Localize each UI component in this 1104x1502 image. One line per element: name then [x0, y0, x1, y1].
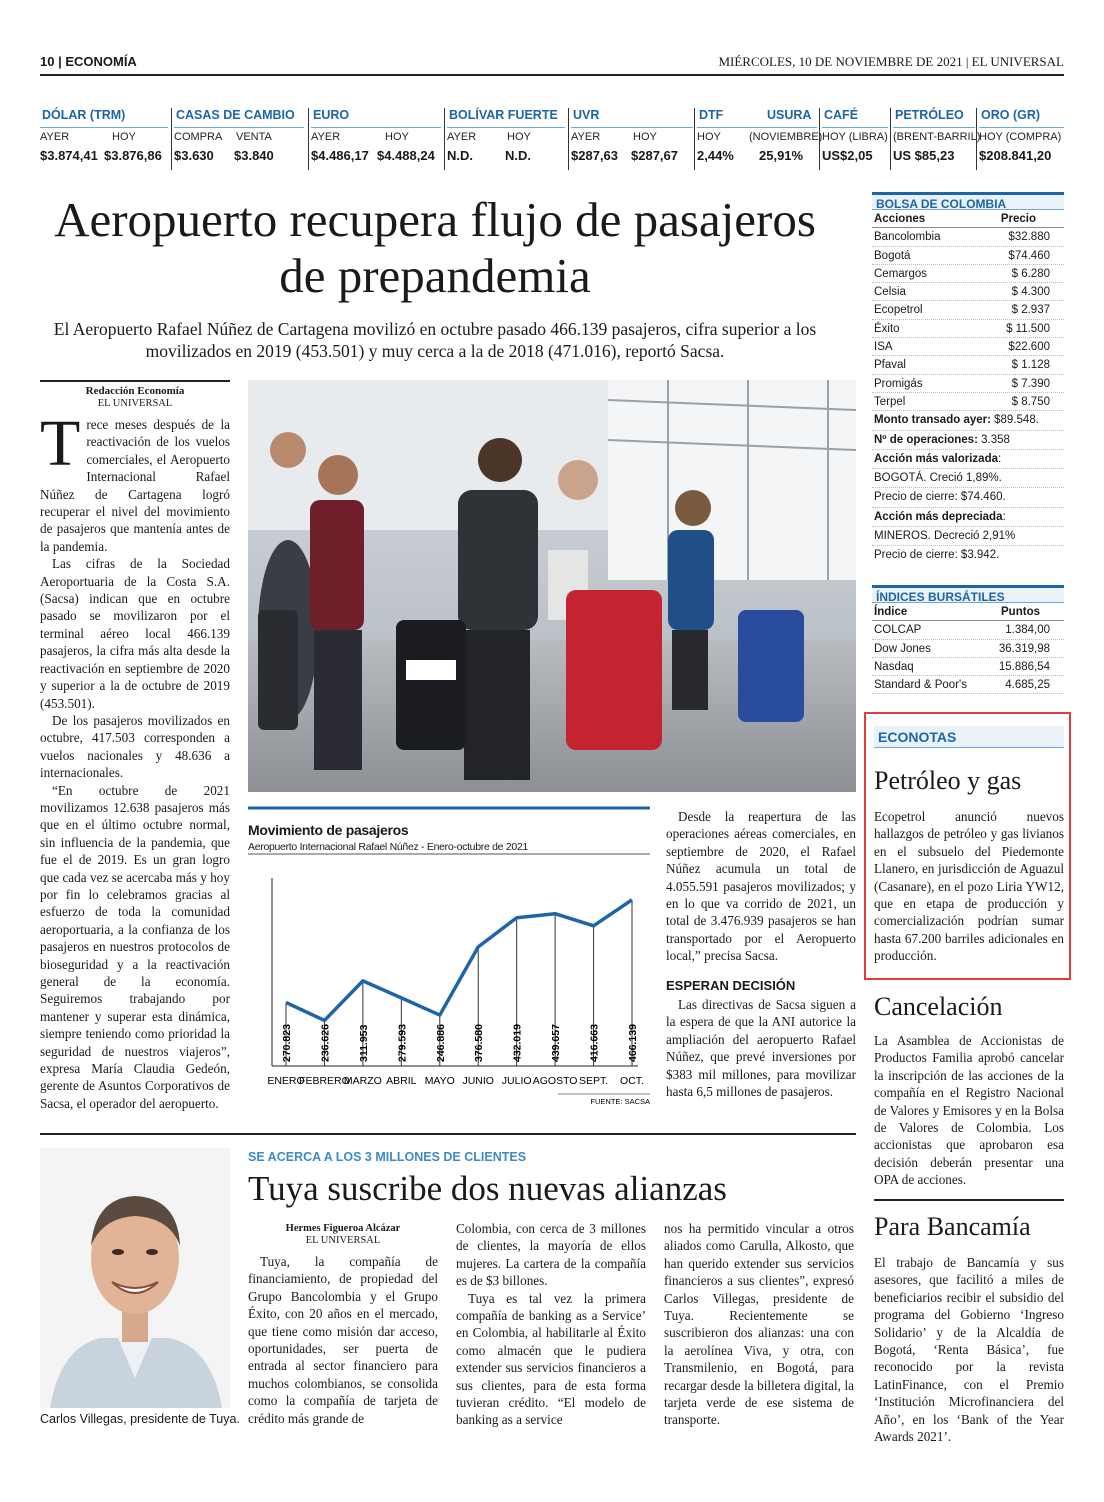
ticker-item: [745, 108, 823, 170]
ticker-sub: COMPRA: [174, 131, 223, 143]
data-label: 376.580: [473, 1024, 486, 1062]
x-tick-label: FEBRERO: [299, 1075, 350, 1087]
ticker-value: $3.876,86: [104, 148, 162, 163]
ticker-item: [40, 108, 168, 170]
stock-name: Bancolombia: [874, 231, 941, 244]
operaciones: [872, 431, 1064, 450]
article-paragraph: Tuya, la compañía de financiamiento, de propiedad del Grupo Bancolombia y el Grupo Éxito, con 20 años en el mercado, que tiene como misión dar acceso, oportunidades, ser puerta de entrada al sector financiero para muchos colombianos, se consolida como la compañía de tarjeta de crédito más grande de: [248, 1254, 438, 1426]
data-label: 236.626: [319, 1024, 332, 1062]
chart-source: FUENTE: SACSA: [590, 1097, 650, 1106]
x-tick-label: SEPT.: [578, 1075, 609, 1087]
ticker-sub: AYER: [311, 131, 341, 143]
ticker-sub: HOY: [112, 131, 136, 143]
table-row: [872, 338, 1064, 356]
mas-valorizada-line: Precio de cierre: $74.460.: [872, 488, 1064, 507]
ticker-sub: HOY (COMPRA): [979, 131, 1062, 143]
page-title: Aeropuerto recupera flujo de pasajeros de prepandemia: [54, 192, 816, 303]
chart-title: Movimiento de pasajeros: [248, 822, 409, 838]
box-title: ÍNDICES BURSÁTILES: [872, 585, 1064, 603]
ticker-item: [697, 108, 745, 170]
ticker-name: DÓLAR (TRM): [40, 108, 168, 128]
article-paragraph: “En octubre de 2021 movilizamos 12.638 pasajeros más que en el último octubre normal, sin influencia de la pandemia, que fue el de 2019. Es un gran logro que cada vez se acercaba más y hoy por fin lo celebramos gracias al esfuerzo de toda la comunidad aeroportuaria, a la confianza de los pasajeros en nuestros protocolos de bioseguridad y a la reactivación general de la economía. Seguiremos trabajando por mantener y superar esta dinámica, siempre teniendo como prioridad la seguridad de nuestros viajeros”, expresa María Claudia Gedeón, gerente de Asuntos Corporativos de Sacsa, el operador del aeropuerto.: [40, 782, 230, 1111]
table-row: [872, 621, 1064, 639]
article-paragraph: De los pasajeros movilizados en octubre, 417.503 corresponden a vuelos nacionales y 48.636 a internacionales.: [40, 712, 230, 781]
index-value: 4.685,25: [1005, 679, 1050, 692]
article-column: [666, 996, 856, 1100]
econotas-header: [874, 726, 1064, 748]
header-rule: [40, 74, 1064, 76]
x-tick-label: AGOSTO: [532, 1075, 578, 1087]
x-tick-label: MAYO: [424, 1075, 455, 1087]
data-label: 279.593: [396, 1024, 409, 1062]
byline-outlet: EL UNIVERSAL: [97, 398, 173, 409]
ticker-item: [571, 108, 693, 170]
airport-passengers-photo: [248, 380, 856, 792]
ticker-item: [822, 108, 888, 170]
byline-name: Redacción Economía: [85, 385, 185, 397]
ticker-value: $3.840: [234, 148, 274, 163]
note-value: 3.358: [981, 433, 1010, 446]
stock-name: Cemargos: [874, 267, 928, 280]
stock-name: Ecopetrol: [874, 304, 923, 317]
index-value: 1.384,00: [1005, 624, 1050, 637]
portrait-photo: [40, 1148, 230, 1408]
stock-price: $ 2.937: [1011, 304, 1050, 317]
mas-valorizada-line: BOGOTÁ. Creció 1,89%.: [872, 469, 1064, 488]
mas-depreciada-label: Acción más depreciada:: [872, 508, 1064, 527]
data-label: 246.886: [434, 1024, 447, 1062]
x-tick-label: ENERO: [267, 1075, 305, 1087]
mas-depreciada-line: Precio de cierre: $3.942.: [874, 549, 1000, 562]
series-line: [286, 900, 632, 1021]
ticker-item: [174, 108, 304, 170]
article-paragraph: Desde la reapertura de las operaciones aéreas comerciales, en septiembre de 2020, el Rafael Núñez acumula un total de 4.055.591 pasajeros movilizados; y en lo que va corrido de 2021, un total de 3.476.939 pasajeros se han transportado por el Aeropuerto local,” precisa Sacsa.: [666, 809, 856, 964]
stock-name: Éxito: [874, 322, 900, 335]
data-label: 270.823: [281, 1024, 293, 1062]
note-title: Para Bancamía: [874, 1212, 1031, 1241]
ticker-value: US $85,23: [893, 148, 955, 163]
stock-price: $74.460: [1008, 249, 1050, 262]
ticker-sub: HOY (LIBRA): [822, 131, 888, 143]
table-header: [872, 210, 1064, 228]
ticker-name: USURA: [745, 108, 817, 128]
ticker-value: 25,91%: [759, 148, 804, 163]
ticker-value: US$2,05: [822, 148, 873, 163]
table-row: [872, 393, 1064, 411]
article-paragraph: nos ha permitido vincular a otros aliados como Carulla, Alkosto, que han querido extender sus servicios financieros a sus clientes”, expresó Carlos Villegas, presidente de Tuya. Recientemente se suscribieron dos alianzas: una con la aerolínea Viva, y otra, con Transmilenio, en Bogotá, para recargar desde la billetera digital, la tarjeta verde de ese sistema de transporte.: [664, 1221, 854, 1428]
data-label: 432.019: [511, 1024, 524, 1062]
ticker-sub: AYER: [447, 131, 477, 143]
note-label: Nº de operaciones:: [874, 433, 978, 446]
ticker-value: $4.488,24: [377, 148, 435, 163]
ticker-sub: HOY: [697, 131, 721, 143]
stock-price: $ 11.500: [1006, 322, 1050, 335]
table-row: [872, 228, 1064, 246]
table-row: [872, 283, 1064, 301]
column-header: Puntos: [1001, 606, 1040, 618]
index-value: 15.886,54: [998, 660, 1050, 673]
data-label: 466.139: [627, 1024, 639, 1062]
column-header: Acciones: [874, 213, 926, 225]
column-rule: [40, 380, 230, 382]
ticker-value: $3.630: [174, 148, 214, 163]
drop-cap: T: [40, 407, 81, 480]
stock-name: Pfaval: [874, 359, 906, 372]
x-tick-label: MARZO: [343, 1075, 382, 1087]
ticker-sub: HOY: [507, 131, 531, 143]
market-ticker: [40, 108, 1064, 170]
box-title: BOLSA DE COLOMBIA: [872, 192, 1064, 210]
note-title: Petróleo y gas: [874, 766, 1022, 795]
ticker-name: CASAS DE CAMBIO: [174, 108, 304, 128]
byline-outlet: EL UNIVERSAL: [305, 1235, 381, 1246]
ticker-name: EURO: [311, 108, 441, 128]
note-label: Monto transado ayer:: [874, 414, 991, 427]
stock-name: ISA: [874, 341, 893, 354]
ticker-sub: (NOVIEMBRE): [749, 131, 823, 143]
stock-name: Bogotá: [874, 249, 911, 262]
stock-price: $ 1.128: [1011, 359, 1050, 372]
article-byline: [248, 1223, 438, 1247]
stock-market-box: [872, 192, 1064, 565]
table-header: [872, 603, 1064, 621]
ticker-sub: (BRENT-BARRIL): [893, 131, 981, 143]
table-row: [872, 658, 1064, 676]
page-section-label: 10 | ECONOMÍA: [40, 54, 137, 69]
ticker-item: [893, 108, 981, 170]
index-value: 36.319,98: [998, 642, 1050, 655]
x-tick-label: JUNIO: [462, 1075, 494, 1087]
x-tick-label: OCT.: [620, 1075, 644, 1087]
stock-price: $22.600: [1008, 341, 1050, 354]
article-column: [40, 407, 230, 1112]
ticker-value: N.D.: [447, 148, 473, 163]
note-body: Ecopetrol anunció nuevos hallazgos de petróleo y gas livianos en el subsuelo del Piedemonte Llanero, en jurisdicción de Aguazul (Casanare), en el pozo Liria YW12, que en etapa de producción y comercialización podrían sumar hasta 67.200 barriles adicionales en producción.: [874, 809, 1064, 964]
article-title: Tuya suscribe dos nuevas alianzas: [248, 1169, 727, 1208]
article-paragraph: Las cifras de la Sociedad Aeroportuaria de la Costa S.A. (Sacsa) indican que en octubre pasado se movilizaron por el terminal aéreo local 466.139 pasajeros, la cifra más alta desde la reactivación en septiembre de 2020 y superior a la de octubre de 2019 (453.501).: [40, 556, 230, 711]
data-label: 439.657: [550, 1024, 563, 1062]
ticker-item: [979, 108, 1064, 170]
ticker-name: BOLÍVAR FUERTE: [447, 108, 565, 128]
ticker-name: ORO (GR): [979, 108, 1064, 128]
note-rule: [874, 1199, 1064, 1201]
mas-depreciada-line: MINEROS. Decreció 2,91%: [872, 527, 1064, 546]
index-name: Nasdaq: [874, 660, 914, 673]
data-label: 311.953: [357, 1024, 370, 1062]
ticker-item: [311, 108, 441, 170]
note-value: $89.548.: [994, 414, 1039, 427]
stock-price: $32.880: [1008, 231, 1050, 244]
chart-subtitle: Aeropuerto Internacional Rafael Núñez - Enero-octubre de 2021: [248, 841, 528, 853]
monto-transado: [872, 411, 1064, 430]
ticker-sub: VENTA: [236, 131, 272, 143]
article-column: [456, 1220, 646, 1429]
section-rule: [40, 1133, 856, 1135]
stock-price: $ 4.300: [1011, 286, 1050, 299]
note-label: Acción más depreciada: [874, 510, 1003, 523]
article-paragraph: [40, 407, 230, 555]
box-title: ECONOTAS: [874, 726, 1064, 748]
stock-name: Celsia: [874, 286, 906, 299]
article-column: [666, 808, 856, 965]
ticker-value: $4.486,17: [311, 148, 369, 163]
index-name: Standard & Poor's: [874, 679, 967, 692]
table-row: [872, 640, 1064, 658]
ticker-name: CAFÉ: [822, 108, 888, 128]
stock-price: $ 6.280: [1011, 267, 1050, 280]
ticker-value: $3.874,41: [40, 148, 98, 163]
article-subhead: ESPERAN DECISIÓN: [666, 978, 796, 993]
table-row: [872, 247, 1064, 265]
stock-price: $ 7.390: [1011, 377, 1050, 390]
article-column: [664, 1220, 854, 1429]
table-row: [872, 301, 1064, 319]
stock-name: Terpel: [874, 395, 906, 408]
note-label: Acción más valorizada: [874, 452, 998, 465]
x-tick-label: ABRIL: [386, 1075, 417, 1087]
ticker-value: N.D.: [505, 148, 531, 163]
ticker-sub: HOY: [385, 131, 409, 143]
article-column: [248, 1253, 438, 1427]
note-title: Cancelación: [874, 992, 1003, 1021]
paragraph-text: rece meses después de la reactivación de los vuelos comerciales, el Aeropuerto Internacional Rafael Núñez de Cartagena logró recuperar el nivel del movimiento de pasajeros que mantenía antes de la pandemia.: [40, 417, 230, 554]
table-row: [872, 320, 1064, 338]
article-kicker: SE ACERCA A LOS 3 MILLONES DE CLIENTES: [248, 1150, 527, 1164]
byline-name: Hermes Figueroa Alcázar: [285, 1223, 401, 1234]
article-paragraph: Las directivas de Sacsa siguen a la espera de que la ANI autorice la ampliación del aeropuerto Rafael Núñez, que prevé inversiones por $383 mil millones, para movilizar hasta 6,5 millones de pasajeros.: [666, 997, 856, 1100]
index-name: Dow Jones: [874, 642, 931, 655]
ticker-sub: AYER: [40, 131, 70, 143]
ticker-sub: HOY: [633, 131, 657, 143]
stock-indices-box: [872, 585, 1064, 694]
table-row: [872, 676, 1064, 694]
index-name: COLCAP: [874, 624, 922, 637]
ticker-name: PETRÓLEO: [893, 108, 975, 128]
ticker-value: $287,67: [631, 148, 678, 163]
stock-name: Promigás: [874, 377, 923, 390]
ticker-name: DTF: [697, 108, 745, 128]
stock-price: $ 8.750: [1011, 395, 1050, 408]
ticker-value: $287,63: [571, 148, 618, 163]
note-body: El trabajo de Bancamía y sus asesores, que facilitó a miles de beneficiarios recibir el subsidio del programa del Gobierno ‘Ingreso Solidario’ y de la Alcaldía de Bogotá, ‘Renta Básica’, fue reconocido por la revista LatinFinance, con el Premio ‘Institución Microfinanciera del Año’, en los ‘Bank of the Year Awards 2021’.: [874, 1255, 1064, 1445]
data-label: 416.663: [588, 1024, 601, 1062]
mas-valorizada-label: Acción más valorizada:: [872, 450, 1064, 469]
table-row: [872, 356, 1064, 374]
article-paragraph: Tuya es tal vez la primera compañía de banking as a Service’ en Colombia, al habilitarle al Éxito como almacén que le pudiera extender sus servicios financieros a sus clientes, para de esta forma tuvieran crédito. “El modelo de banking as a service: [456, 1290, 646, 1428]
ticker-item: [447, 108, 565, 170]
ticker-name: UVR: [571, 108, 693, 128]
article-deck: El Aeropuerto Rafael Núñez de Cartagena movilizó en octubre pasado 466.139 pasajeros, cifra superior a los movilizados en 2019 (453.501) y muy cerca a la de 2018 (471.016), reportó Sacsa.: [53, 319, 817, 361]
table-row: [872, 375, 1064, 393]
x-tick-label: JULIO: [501, 1075, 532, 1087]
column-header: Precio: [1000, 213, 1036, 225]
page-date-masthead: MIÉRCOLES, 10 DE NOVIEMBRE DE 2021 | EL UNIVERSAL: [718, 54, 1064, 69]
photo-caption: Carlos Villegas, presidente de Tuya.: [40, 1412, 240, 1426]
article-paragraph: Colombia, con cerca de 3 millones de clientes, la mayoría de ellos mujeres. La cartera de la compañía es de $3 billones.: [456, 1221, 646, 1289]
ticker-value: 2,44%: [697, 148, 734, 163]
note-body: La Asamblea de Accionistas de Productos Familia aprobó cancelar la inscripción de las acciones de la compañía en el Registro Nacional de Valores y Emisores y en la Bolsa de Valores de Colombia. Los accionistas que aprobaron esa decisión deberán presentar una OPA de acciones.: [874, 1033, 1064, 1188]
column-header: Índice: [874, 606, 908, 618]
table-row: [872, 265, 1064, 283]
ticker-sub: AYER: [571, 131, 601, 143]
passengers-chart: [248, 804, 650, 1110]
ticker-value: $208.841,20: [979, 148, 1052, 163]
